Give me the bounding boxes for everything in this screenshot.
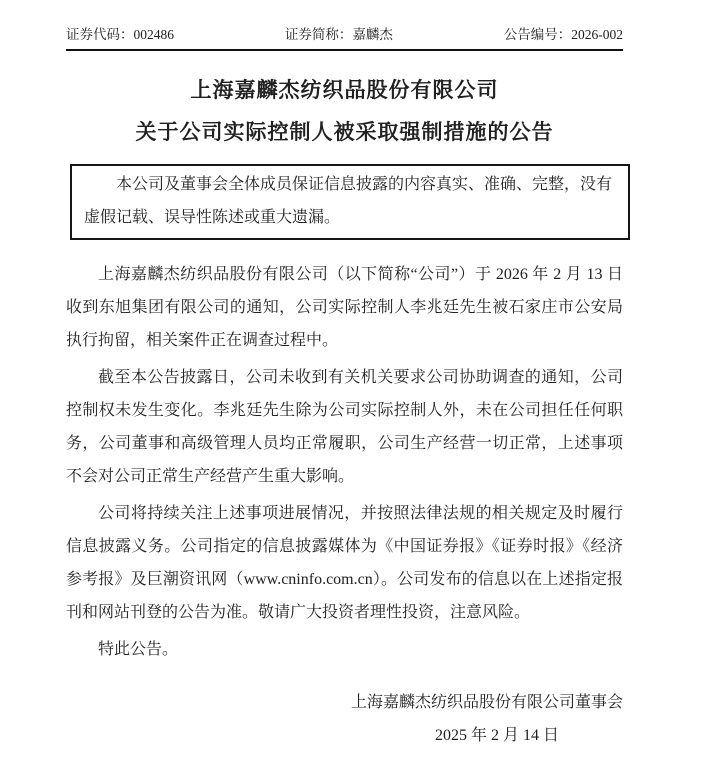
paragraph-media: 公司将持续关注上述事项进展情况，并按照法律法规的相关规定及时履行信息披露义务。公司指定的信息披露媒体为《中国证券报》《证券时报》《经济参考报》及巨潮资讯网（www.cninfo.com.cn）。公司发布的信息以在上述指定报刊和网站刊登的公告为准。敬请广大投资者理性投资，注意风险。 <box>66 504 623 621</box>
announcement-number <box>504 26 623 44</box>
stock-code-value: 002486 <box>133 27 174 42</box>
closing-statement: 特此公告。 <box>98 640 179 658</box>
announcement-number-value: 2026-002 <box>571 27 623 42</box>
signature-board: 上海嘉麟杰纺织品股份有限公司董事会 <box>350 693 623 711</box>
document-meta-header <box>66 26 623 51</box>
announcement-number-label: 公告编号： <box>503 27 572 42</box>
stock-short-name <box>285 26 393 44</box>
paragraph-impact: 截至本公告披露日，公司未收到有关机关要求公司协助调查的通知，公司控制权未发生变化。李兆廷先生除为公司实际控制人外，未在公司担任任何职务，公司董事和高级管理人员均正常履职，公司生产经营一切正常，上述事项不会对公司正常生产经营产生重大影响。 <box>66 368 623 485</box>
stock-code-label: 证券代码： <box>66 27 134 42</box>
announcement-title: 关于公司实际控制人被采取强制措施的公告 <box>135 120 554 145</box>
disclaimer-box <box>70 164 630 240</box>
stock-code <box>66 26 174 44</box>
stock-short-name-label: 证券简称： <box>284 27 353 42</box>
signature-date: 2025 年 2 月 14 日 <box>434 726 559 744</box>
disclaimer-text: 本公司及董事会全体成员保证信息披露的内容真实、准确、完整，没有虚假记载、误导性陈述或重大遗漏。 <box>84 175 613 226</box>
company-title: 上海嘉麟杰纺织品股份有限公司 <box>190 78 499 102</box>
stock-short-name-value: 嘉麟杰 <box>352 27 393 42</box>
announcement-body <box>66 258 623 666</box>
paragraph-notice: 上海嘉麟杰纺织品股份有限公司（以下简称“公司”）于 2026 年 2 月 13 日收到东旭集团有限公司的通知，公司实际控制人李兆廷先生被石家庄市公安局执行拘留，相关案件正在调查过程中。 <box>66 265 623 349</box>
